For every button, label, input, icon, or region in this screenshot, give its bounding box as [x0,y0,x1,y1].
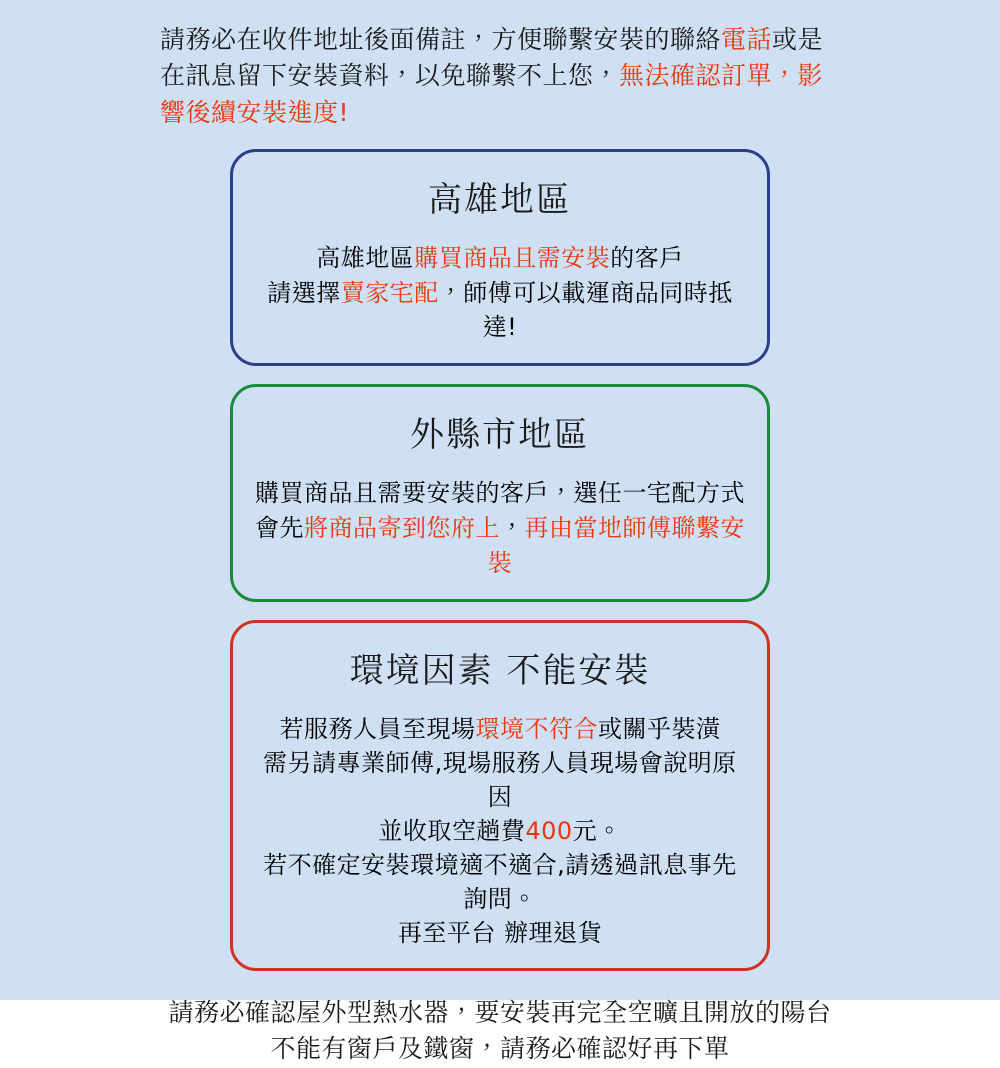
card-kaohsiung-line2-part1: 請選擇 [267,278,341,307]
card-environment-line1 [251,712,749,746]
card-environment-line5: 再至平台 辦理退貨 [397,919,603,947]
bottom-notice [150,995,850,1068]
card-environment-line3-part2: 元。 [572,816,622,845]
card-kaohsiung-line2-emphasis: 賣家宅配 [340,278,439,307]
top-notice [160,22,840,131]
card-environment-line3-part1: 並收取空趟費 [378,816,526,845]
card-outer-county-title: 外縣市地區 [410,415,590,456]
bottom-notice-line1: 請務必確認屋外型熱水器，要安裝再完全空曠且開放的陽台 [168,998,832,1028]
card-kaohsiung-line1-part1: 高雄地區 [316,243,415,272]
top-notice-line3-emphasis: 續安裝進度! [211,97,350,127]
card-outer-county-line2-part2: ， [500,513,525,542]
top-notice-line1-part2: 或是在 [160,25,824,91]
card-kaohsiung [230,149,770,366]
card-kaohsiung-line1-emphasis: 購買商品且需安裝 [414,243,611,272]
card-environment-line3 [251,814,749,848]
card-environment-line1-part1: 若服務人員至現場 [279,714,476,743]
top-notice-line1-emphasis: 電話 [721,25,773,54]
card-outer-county-line2-emphasis1: 將商品寄到您府上 [304,513,500,542]
card-kaohsiung-line2 [251,276,749,346]
card-environment-fee: 400 [525,816,573,845]
card-kaohsiung-title: 高雄地區 [428,179,572,220]
top-notice-line2-emphasis: 無法確認訂單，影響後 [160,61,824,127]
card-environment-line1-emphasis: 環境不符合 [475,714,598,743]
card-environment-title: 環境因素 不能安裝 [349,650,651,691]
bottom-notice-line2: 不能有窗戶及鐵窗，請務必確認好再下單 [270,1034,730,1064]
top-notice-line2-part1: 訊息留下安裝資料，以免聯繫不上您， [185,61,620,91]
card-outer-county [230,384,770,601]
card-kaohsiung-line2-part2: ，師傅可以載運商品同時抵達! [438,278,733,342]
card-outer-county-body [251,476,749,580]
card-kaohsiung-line1-part2: 的客戶 [610,243,684,272]
card-outer-county-line1: 購買商品且需要安裝的客戶，選任一宅配方式 [255,479,745,508]
card-kaohsiung-body [251,241,749,345]
card-environment-body [251,712,749,951]
top-notice-line1-part1: 請務必在收件地址後面備註，方便聯繫安裝的聯絡 [160,25,722,54]
card-kaohsiung-line1 [251,241,749,276]
card-outer-county-line2-emphasis2: 再由當地師傅聯繫安裝 [487,513,745,577]
card-environment [230,620,770,972]
card-outer-county-line2 [251,511,749,581]
card-environment-line2: 需另請專業師傅,現場服務人員現場會說明原因 [263,748,737,811]
card-outer-county-line2-part1: 會先 [255,513,304,542]
card-environment-line1-part2: 或關乎裝潢 [598,714,721,743]
card-environment-line4: 若不確定安裝環境適不適合,請透過訊息事先詢問。 [263,850,737,913]
